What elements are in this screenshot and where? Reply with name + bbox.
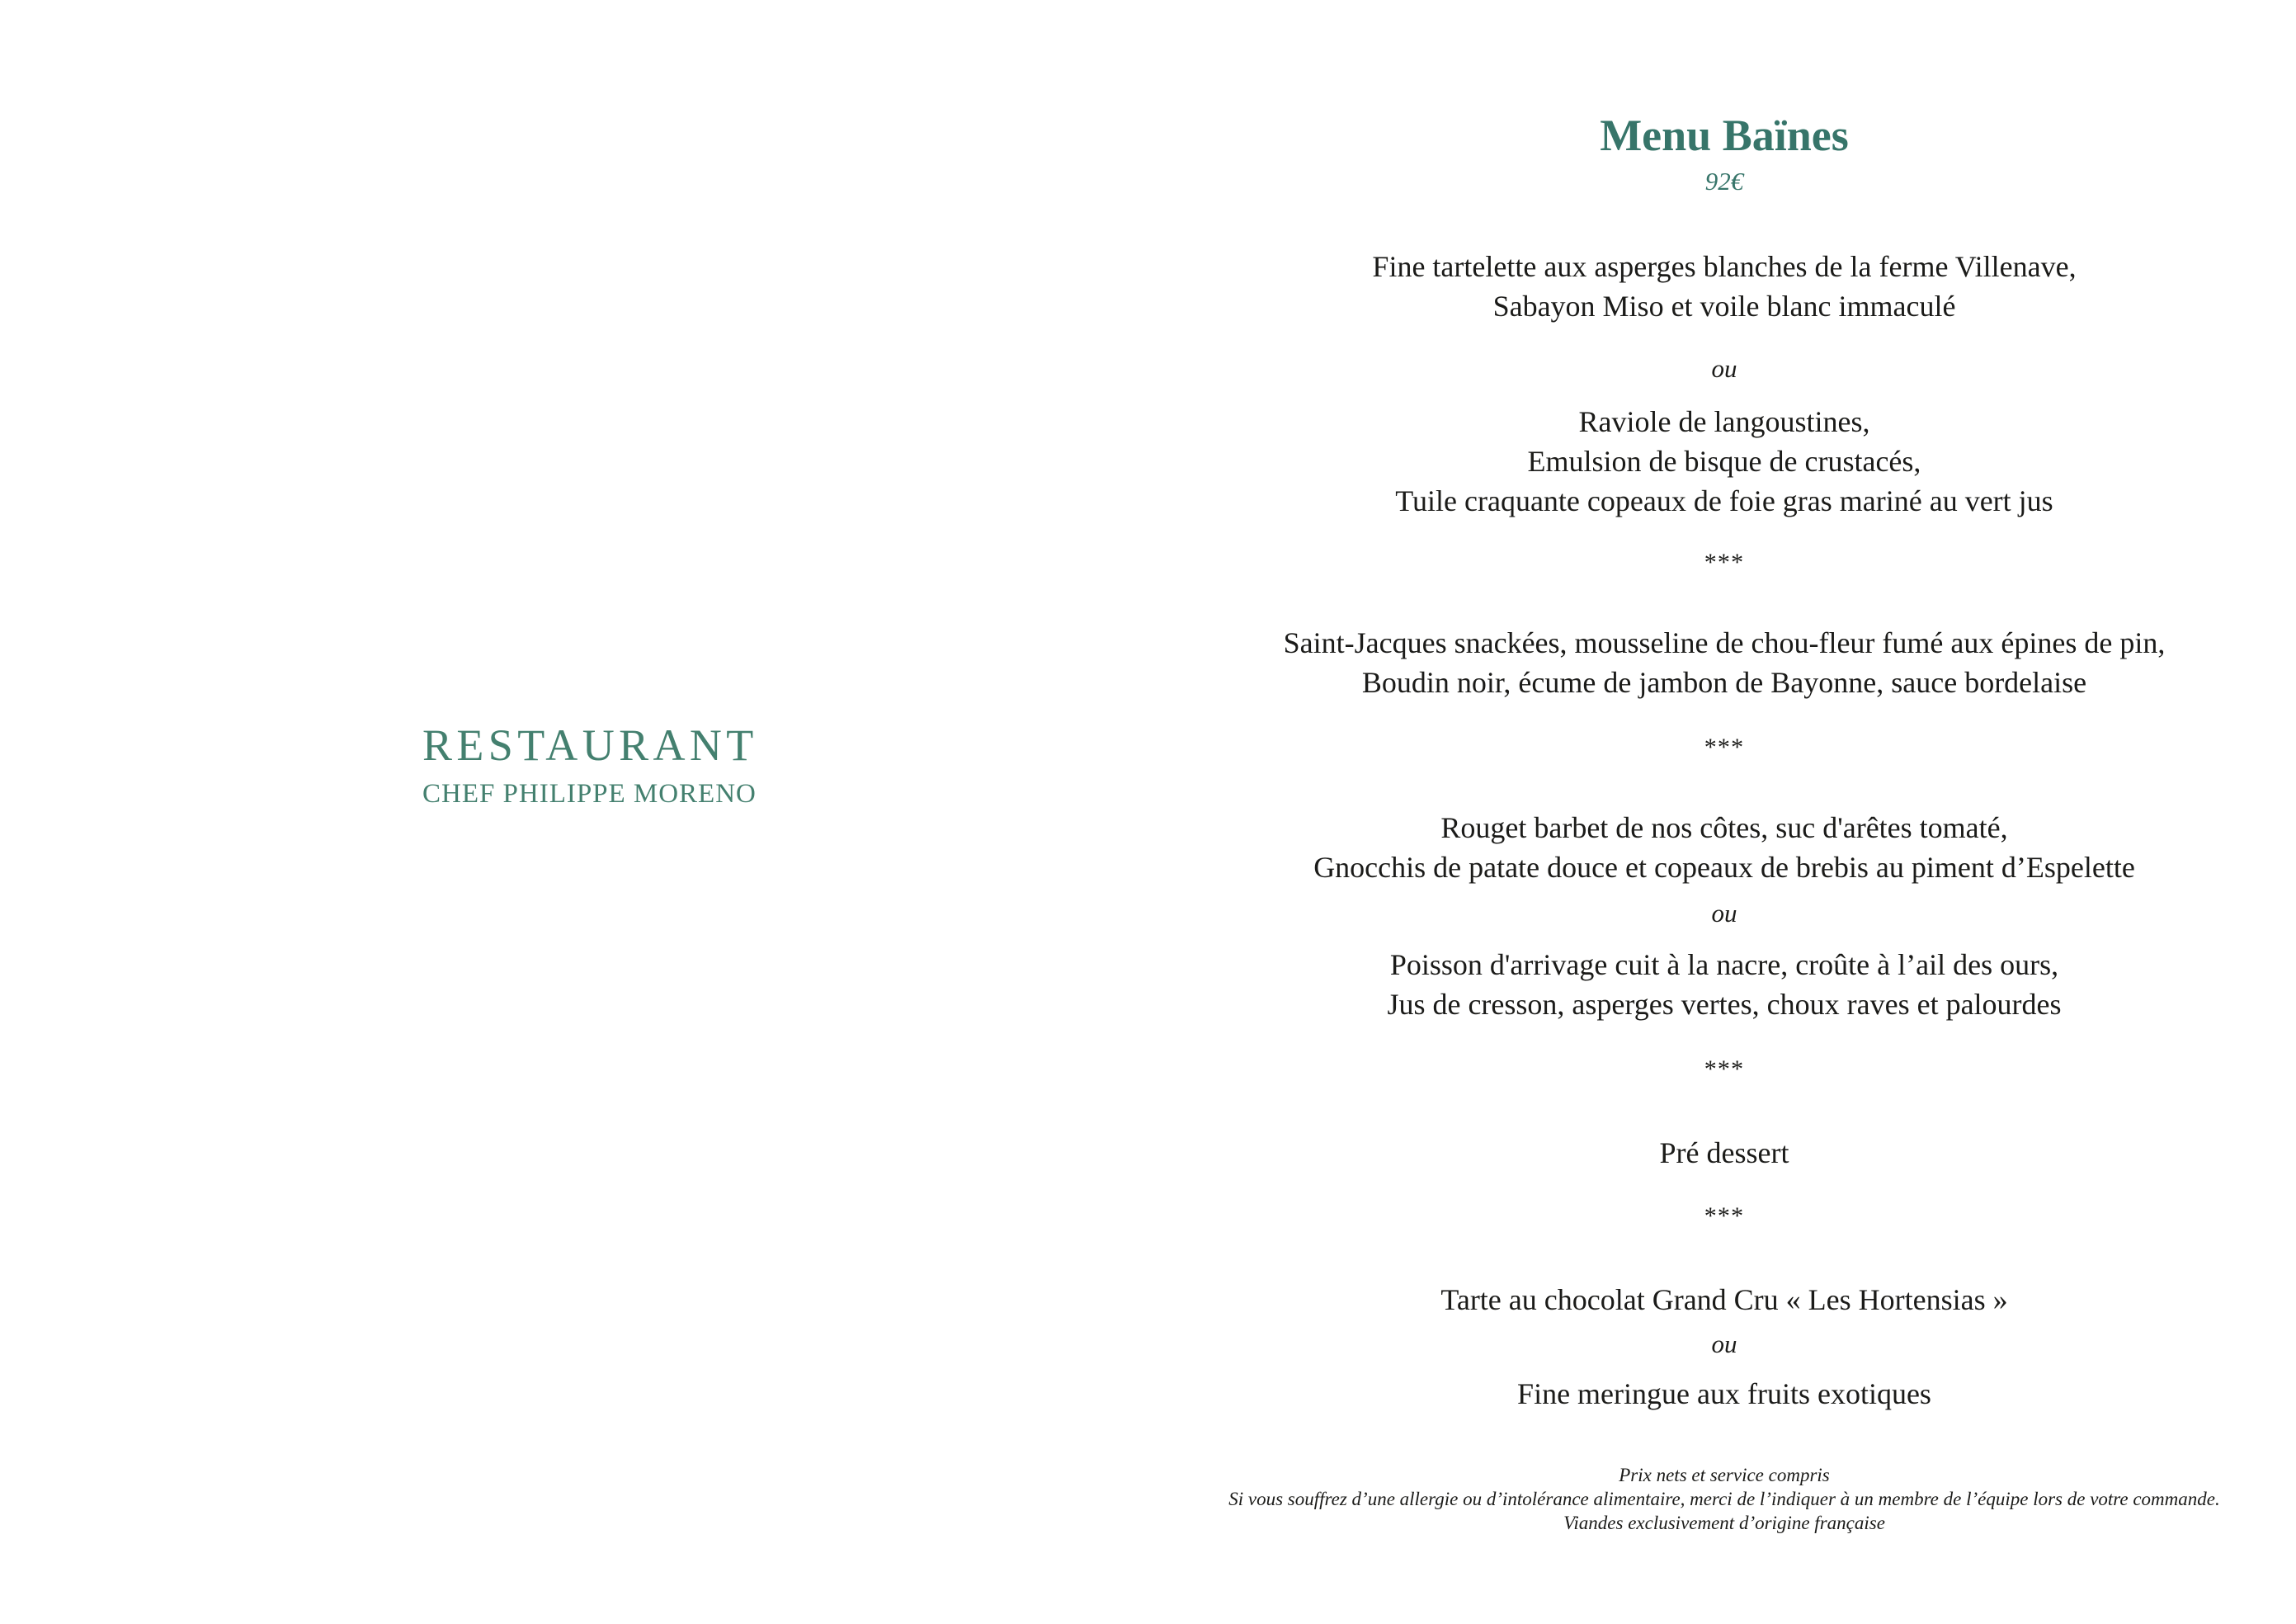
footer-line: Viandes exclusivement d’origine française xyxy=(1563,1512,1885,1533)
course-line: Boudin noir, écume de jambon de Bayonne, sauce bordelaise xyxy=(1361,665,2087,699)
menu-title: Menu Baïnes xyxy=(1600,111,1849,160)
menu-column xyxy=(1153,112,2296,1535)
course-dessert-option-2 xyxy=(1153,1374,2296,1414)
course-line: Emulsion de bisque de crustacés, xyxy=(1527,444,1921,478)
footer-line: Si vous souffrez d’une allergie ou d’intolérance alimentaire, merci de l’indiquer à un membre de l’équipe lors de votre commande. xyxy=(1228,1488,2220,1509)
asterisk-separator: *** xyxy=(1704,548,1745,576)
course-line: Tuile craquante copeaux de foie gras mariné au vert jus xyxy=(1395,484,2053,517)
course-line: Rouget barbet de nos côtes, suc d'arêtes tomaté, xyxy=(1440,810,2008,844)
course-starter-option-2 xyxy=(1153,402,2296,521)
course-line: Fine meringue aux fruits exotiques xyxy=(1517,1376,1931,1410)
course-line: Gnocchis de patate douce et copeaux de brebis au piment d’Espelette xyxy=(1313,850,2135,884)
or-separator: ou xyxy=(1711,353,1737,383)
menu-footer xyxy=(1153,1463,2296,1535)
course-line: Poisson d'arrivage cuit à la nacre, croûte à l’ail des ours, xyxy=(1389,947,2059,981)
course-line: Jus de cresson, asperges vertes, choux raves et palourdes xyxy=(1387,987,2062,1021)
course-main-option-2 xyxy=(1153,945,2296,1024)
course-line: Tarte au chocolat Grand Cru « Les Hortensias » xyxy=(1440,1282,2008,1316)
course-line: Sabayon Miso et voile blanc immaculé xyxy=(1492,289,1956,323)
chef-name: CHEF PHILIPPE MORENO xyxy=(422,779,757,809)
course-line: Saint-Jacques snackées, mousseline de chou-fleur fumé aux épines de pin, xyxy=(1283,626,2166,659)
course-line: Raviole de langoustines, xyxy=(1578,404,1870,438)
asterisk-separator: *** xyxy=(1704,733,1745,761)
brand-block xyxy=(422,720,758,809)
course-dessert-option-1 xyxy=(1153,1280,2296,1320)
course-main-option-1 xyxy=(1153,808,2296,887)
course-second-course xyxy=(1153,623,2296,702)
or-separator: ou xyxy=(1711,1329,1737,1358)
asterisk-separator: *** xyxy=(1704,1201,1745,1230)
restaurant-name: RESTAURANT xyxy=(422,720,758,770)
course-pre-dessert xyxy=(1153,1133,2296,1173)
footer-line: Prix nets et service compris xyxy=(1619,1464,1830,1485)
course-line: Fine tartelette aux asperges blanches de la ferme Villenave, xyxy=(1372,249,2077,283)
course-line: Pré dessert xyxy=(1659,1135,1789,1169)
or-separator: ou xyxy=(1711,898,1737,928)
course-starter-option-1 xyxy=(1153,247,2296,326)
asterisk-separator: *** xyxy=(1704,1055,1745,1083)
menu-price: 92€ xyxy=(1704,166,1744,196)
